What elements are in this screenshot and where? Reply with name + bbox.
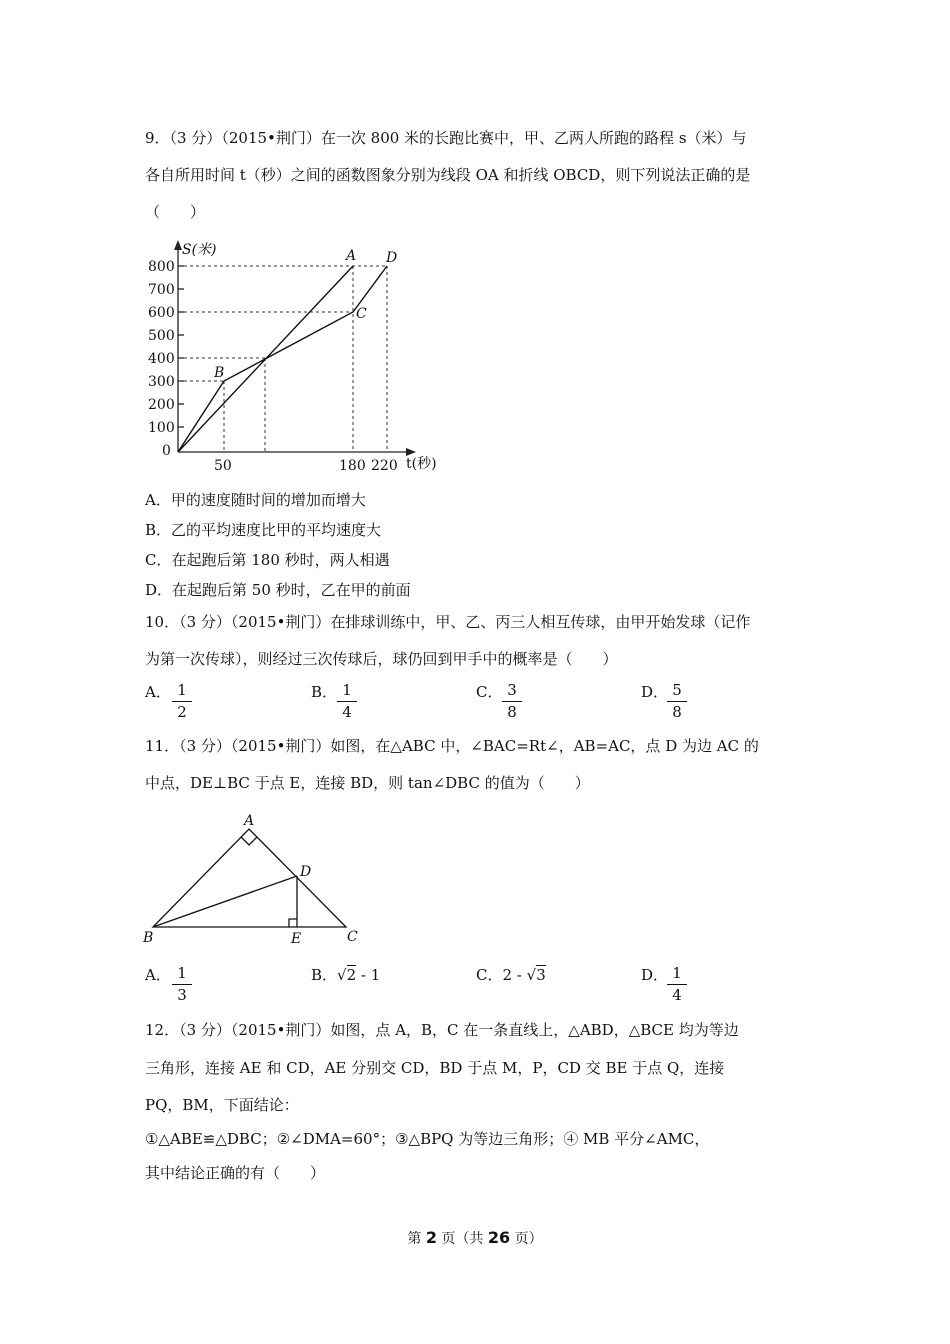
q11-text-line2: 中点，DE⊥BC 于点 E，连接 BD，则 tan∠DBC 的值为（ ）: [145, 774, 590, 792]
q10-option-b-label: B．: [311, 683, 338, 701]
denominator: 8: [507, 703, 517, 721]
q11-option-b: [311, 965, 380, 985]
q11-option-d-fraction: [667, 965, 687, 1004]
numerator: 3: [507, 681, 517, 699]
y-tick-label: 500: [148, 328, 175, 344]
q10-option-c-fraction: [502, 682, 522, 721]
vertex-label-E: E: [291, 931, 302, 947]
numerator: 1: [342, 681, 352, 699]
page-footer: [0, 1228, 950, 1248]
q9-option-c: C．在起跑后第 180 秒时，两人相遇: [145, 551, 390, 569]
q11-triangle-figure: [140, 810, 370, 950]
y-tick-label: 200: [148, 397, 175, 413]
q10-option-a-fraction: [172, 682, 192, 721]
q9-graph: [140, 236, 460, 476]
point-label-D: D: [386, 250, 398, 266]
vertex-label-C: C: [347, 929, 358, 945]
page-number: 2: [425, 1228, 437, 1247]
y-tick-label: 400: [148, 351, 175, 367]
denominator: 8: [672, 703, 682, 721]
x-axis-label: t(秒): [406, 456, 437, 472]
x-tick-label: 180: [339, 458, 366, 474]
polyline-OBCD: [178, 266, 387, 452]
expression-rest: - 1: [356, 966, 381, 984]
y-tick-label: 100: [148, 420, 175, 436]
q9-option-b: B．乙的平均速度比甲的平均速度大: [145, 521, 382, 539]
sqrt-sign: √: [337, 966, 347, 984]
q11-text-line1: 11．（3 分）（2015•荆门）如图，在△ABC 中，∠BAC=Rt∠，AB=AC，点 D 为边 AC 的: [145, 737, 759, 755]
option-label: B．: [311, 966, 338, 984]
vertex-label-B: B: [143, 930, 154, 946]
y-tick-label: 300: [148, 374, 175, 390]
footer-pre: 第: [407, 1231, 426, 1247]
point-label-C: C: [356, 306, 367, 322]
q10-text-line2: 为第一次传球），则经过三次传球后，球仍回到甲手中的概率是（ ）: [145, 650, 618, 668]
segment-BD: [153, 876, 297, 927]
numerator: 1: [177, 681, 187, 699]
q11-option-a-label: A．: [145, 966, 171, 984]
numerator: 5: [672, 681, 682, 699]
sqrt-sign: √: [526, 966, 537, 984]
q10-option-b-fraction: [337, 682, 357, 721]
right-angle-mark-A: [241, 837, 257, 845]
denominator: 3: [177, 986, 187, 1004]
q12-text-line3: PQ，BM，下面结论：: [145, 1096, 299, 1114]
q10-option-a-label: A．: [145, 683, 171, 701]
footer-post: 页）: [510, 1231, 543, 1247]
y-axis-label: S(米): [182, 242, 217, 258]
numerator: 1: [177, 964, 187, 982]
y-tick-label: 800: [148, 259, 175, 275]
radicand: 2: [346, 966, 357, 984]
q10-option-d-label: D．: [641, 683, 669, 701]
q12-text-line2: 三角形，连接 AE 和 CD，AE 分别交 CD，BD 于点 M，P，CD 交 BE 于点 Q，连接: [145, 1059, 725, 1077]
q12-text-line5: 其中结论正确的有（ ）: [145, 1164, 326, 1182]
q12-text-line4: ①△ABE≌△DBC；②∠DMA=60°；③△BPQ 为等边三角形；④ MB 平分∠AMC，: [145, 1130, 710, 1148]
denominator: 4: [342, 703, 352, 721]
vertex-label-D: D: [300, 864, 312, 880]
vertex-label-A: A: [244, 813, 255, 829]
x-tick-label: 50: [214, 458, 232, 474]
q9-text-line1: 9．（3 分）（2015•荆门）在一次 800 米的长跑比赛中，甲、乙两人所跑的路程 s（米）与: [145, 129, 747, 147]
q10-text-line1: 10．（3 分）（2015•荆门）在排球训练中，甲、乙、丙三人相互传球，由甲开始发球（记作: [145, 613, 751, 631]
right-angle-mark-E: [289, 919, 297, 927]
q11-option-a-fraction: [172, 965, 192, 1004]
radicand: 3: [536, 966, 546, 984]
point-label-A: A: [346, 248, 357, 264]
q12-text-line1: 12．（3 分）（2015•荆门）如图，点 A，B，C 在一条直线上，△ABD，△BCE 均为等边: [145, 1021, 739, 1039]
q11-option-c: [476, 965, 546, 985]
q9-option-d: D．在起跑后第 50 秒时，乙在甲的前面: [145, 581, 411, 599]
q9-text-line2: 各自所用时间 t（秒）之间的函数图象分别为线段 OA 和折线 OBCD，则下列说法正确的是: [145, 166, 751, 184]
total-pages: 26: [487, 1228, 511, 1247]
y-tick-label: 0: [162, 443, 171, 459]
option-label: C．: [476, 966, 503, 984]
q11-option-d-label: D．: [641, 966, 669, 984]
q9-text-line3: （ ）: [145, 203, 206, 221]
y-tick-label: 700: [148, 282, 175, 298]
expression-prefix: 2 -: [502, 966, 527, 984]
q10-option-c-label: C．: [476, 683, 503, 701]
x-tick-label: 220: [371, 458, 398, 474]
footer-mid: 页（共: [436, 1231, 488, 1247]
denominator: 2: [177, 703, 187, 721]
q10-option-d-fraction: [667, 682, 687, 721]
q9-option-a: A．甲的速度随时间的增加而增大: [145, 491, 366, 509]
numerator: 1: [672, 964, 682, 982]
denominator: 4: [672, 986, 682, 1004]
point-label-B: B: [214, 365, 225, 381]
y-tick-label: 600: [148, 305, 175, 321]
